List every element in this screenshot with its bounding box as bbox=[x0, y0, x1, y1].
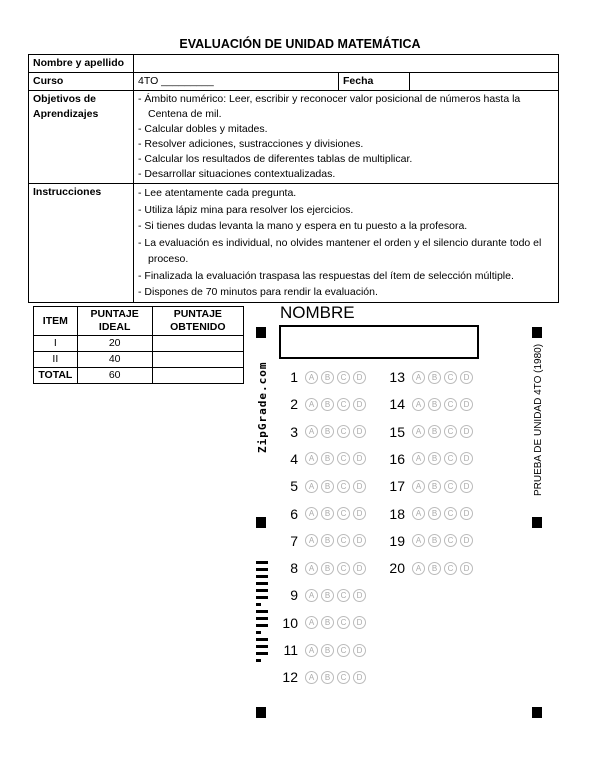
score-cell-item: I bbox=[34, 336, 78, 352]
answer-bubble[interactable]: C bbox=[337, 452, 350, 465]
question-number: 16 bbox=[389, 450, 405, 467]
question-number: 4 bbox=[290, 450, 298, 467]
question-row bbox=[387, 478, 473, 494]
zipgrade-brand: ZipGrade.com bbox=[256, 361, 269, 453]
question-row bbox=[387, 451, 473, 467]
score-table bbox=[33, 306, 244, 384]
answer-bubble[interactable]: D bbox=[460, 480, 473, 493]
sheet-name-box[interactable] bbox=[279, 325, 479, 359]
question-row bbox=[387, 560, 473, 576]
answer-bubble[interactable]: B bbox=[428, 425, 441, 438]
answer-bubble[interactable]: C bbox=[444, 371, 457, 384]
answer-bubble[interactable]: C bbox=[337, 398, 350, 411]
question-number: 3 bbox=[290, 423, 298, 440]
answer-bubble[interactable]: C bbox=[337, 616, 350, 629]
answer-bubble[interactable]: B bbox=[321, 589, 334, 602]
answer-bubble[interactable]: C bbox=[444, 425, 457, 438]
answer-bubble[interactable]: B bbox=[321, 398, 334, 411]
score-header: PUNTAJE OBTENIDO bbox=[152, 307, 243, 336]
info-table bbox=[28, 54, 559, 303]
answer-bubble[interactable]: A bbox=[305, 534, 318, 547]
answer-bubble[interactable]: B bbox=[321, 534, 334, 547]
answer-bubble[interactable]: C bbox=[337, 425, 350, 438]
score-cell-ideal: 20 bbox=[77, 336, 152, 352]
score-header: ITEM bbox=[34, 307, 78, 336]
answer-bubble[interactable]: A bbox=[305, 671, 318, 684]
answer-bubble[interactable]: A bbox=[305, 616, 318, 629]
table-row bbox=[34, 336, 244, 352]
instrucciones-list bbox=[134, 184, 559, 303]
answer-bubble[interactable]: D bbox=[353, 562, 366, 575]
score-cell-obtenido[interactable] bbox=[152, 352, 243, 368]
answer-bubble[interactable]: B bbox=[428, 398, 441, 411]
list-item: - Ámbito numérico: Leer, escribir y reconocer valor posicional de números hasta la Centena de mil. bbox=[138, 92, 554, 122]
answer-bubble[interactable]: A bbox=[305, 371, 318, 384]
score-cell-obtenido[interactable] bbox=[152, 336, 243, 352]
question-row bbox=[387, 506, 473, 522]
answer-bubble[interactable]: A bbox=[412, 371, 425, 384]
question-number: 8 bbox=[290, 560, 298, 577]
answer-bubble[interactable]: B bbox=[321, 616, 334, 629]
answer-bubble[interactable]: C bbox=[444, 398, 457, 411]
answer-bubble[interactable]: B bbox=[428, 534, 441, 547]
test-name: PRUEBA DE UNIDAD 4TO (1980) bbox=[533, 343, 544, 497]
answer-bubble[interactable]: C bbox=[337, 589, 350, 602]
answer-bubble[interactable]: D bbox=[353, 398, 366, 411]
nombre-field[interactable] bbox=[134, 55, 559, 73]
registration-mark bbox=[256, 517, 266, 528]
answer-bubble[interactable]: A bbox=[412, 452, 425, 465]
question-number: 14 bbox=[389, 396, 405, 413]
answer-bubble[interactable]: A bbox=[305, 425, 318, 438]
answer-bubble[interactable]: D bbox=[353, 534, 366, 547]
score-cell-item: II bbox=[34, 352, 78, 368]
answer-bubble[interactable]: A bbox=[412, 398, 425, 411]
answer-bubble[interactable]: D bbox=[460, 425, 473, 438]
answer-bubble[interactable]: C bbox=[444, 562, 457, 575]
score-cell-ideal: 40 bbox=[77, 352, 152, 368]
answer-bubble[interactable]: D bbox=[460, 562, 473, 575]
list-item: - Resolver adiciones, sustracciones y divisiones. bbox=[138, 137, 554, 152]
question-number: 5 bbox=[290, 478, 298, 495]
answer-bubble[interactable]: D bbox=[460, 452, 473, 465]
answer-bubble[interactable]: A bbox=[305, 562, 318, 575]
answer-bubble[interactable]: A bbox=[412, 562, 425, 575]
score-cell-item: TOTAL bbox=[34, 368, 78, 384]
question-number: 6 bbox=[290, 505, 298, 522]
question-number: 19 bbox=[389, 532, 405, 549]
answer-bubble[interactable]: D bbox=[353, 371, 366, 384]
timing-bars bbox=[256, 561, 268, 666]
answer-bubble[interactable]: B bbox=[321, 425, 334, 438]
answer-bubble[interactable]: D bbox=[353, 507, 366, 520]
score-cell-obtenido[interactable] bbox=[152, 368, 243, 384]
question-row bbox=[387, 369, 473, 385]
list-item: - Utiliza lápiz mina para resolver los ejercicios. bbox=[138, 202, 554, 219]
answer-bubble[interactable]: A bbox=[412, 425, 425, 438]
answer-bubble[interactable]: B bbox=[428, 371, 441, 384]
answer-bubble[interactable]: C bbox=[337, 671, 350, 684]
answer-bubble[interactable]: B bbox=[321, 480, 334, 493]
question-number: 13 bbox=[389, 369, 405, 385]
answer-bubble[interactable]: D bbox=[460, 398, 473, 411]
fecha-label: Fecha bbox=[339, 73, 410, 91]
registration-mark bbox=[532, 707, 542, 718]
question-number: 17 bbox=[389, 478, 405, 495]
question-row bbox=[387, 396, 473, 412]
question-row bbox=[280, 396, 366, 412]
list-item: - Lee atentamente cada pregunta. bbox=[138, 185, 554, 202]
question-row bbox=[280, 669, 366, 685]
question-number: 15 bbox=[389, 423, 405, 440]
answer-bubble[interactable]: A bbox=[305, 480, 318, 493]
question-number: 9 bbox=[290, 587, 298, 604]
score-cell-ideal: 60 bbox=[77, 368, 152, 384]
question-row bbox=[280, 615, 366, 631]
answer-bubble[interactable]: A bbox=[305, 507, 318, 520]
answer-bubble[interactable]: A bbox=[412, 534, 425, 547]
answer-bubble[interactable]: B bbox=[321, 371, 334, 384]
answer-bubble[interactable]: D bbox=[460, 534, 473, 547]
answer-bubble[interactable]: D bbox=[353, 644, 366, 657]
question-row bbox=[280, 587, 366, 603]
instrucciones-label: Instrucciones bbox=[29, 184, 134, 303]
question-row bbox=[387, 533, 473, 549]
question-row bbox=[280, 424, 366, 440]
fecha-field[interactable] bbox=[410, 73, 559, 91]
answer-bubble[interactable]: C bbox=[444, 480, 457, 493]
answer-bubble[interactable]: C bbox=[444, 534, 457, 547]
curso-label: Curso bbox=[29, 73, 134, 91]
list-item: - Desarrollar situaciones contextualizadas. bbox=[138, 167, 554, 182]
list-item: - Calcular los resultados de diferentes tablas de multiplicar. bbox=[138, 152, 554, 167]
answer-bubble[interactable]: A bbox=[305, 644, 318, 657]
answer-bubble[interactable]: D bbox=[460, 507, 473, 520]
answer-bubble[interactable]: C bbox=[337, 480, 350, 493]
registration-mark bbox=[256, 707, 266, 718]
list-item: - Dispones de 70 minutos para rendir la evaluación. bbox=[138, 284, 554, 301]
question-row bbox=[280, 451, 366, 467]
question-number: 18 bbox=[389, 505, 405, 522]
question-number: 12 bbox=[282, 669, 298, 686]
score-header: PUNTAJE IDEAL bbox=[77, 307, 152, 336]
answer-bubble[interactable]: C bbox=[337, 371, 350, 384]
curso-value[interactable]: 4TO _________ bbox=[134, 73, 339, 91]
sheet-nombre-label: NOMBRE bbox=[280, 303, 355, 322]
answer-bubble[interactable]: C bbox=[337, 562, 350, 575]
answer-bubble[interactable]: B bbox=[321, 507, 334, 520]
answer-bubble[interactable]: C bbox=[337, 644, 350, 657]
answer-bubble[interactable]: D bbox=[353, 589, 366, 602]
answer-bubble[interactable]: B bbox=[321, 452, 334, 465]
answer-bubble[interactable]: B bbox=[428, 562, 441, 575]
table-row bbox=[34, 368, 244, 384]
answer-bubble[interactable]: A bbox=[412, 480, 425, 493]
question-row bbox=[280, 478, 366, 494]
question-row bbox=[387, 424, 473, 440]
answer-bubble[interactable]: D bbox=[460, 371, 473, 384]
answer-bubble[interactable]: C bbox=[337, 534, 350, 547]
answer-bubble[interactable]: B bbox=[428, 452, 441, 465]
objetivos-list bbox=[134, 91, 559, 184]
answer-bubble[interactable]: A bbox=[412, 507, 425, 520]
question-row bbox=[280, 560, 366, 576]
registration-mark bbox=[256, 327, 266, 338]
nombre-label: Nombre y apellido bbox=[29, 55, 134, 73]
page-title: EVALUACIÓN DE UNIDAD MATEMÁTICA bbox=[179, 37, 421, 51]
list-item: - La evaluación es individual, no olvides mantener el orden y el silencio durante todo el proceso. bbox=[138, 235, 554, 268]
question-row bbox=[280, 506, 366, 522]
objetivos-label: Objetivos de Aprendizajes bbox=[29, 91, 134, 184]
answer-bubble[interactable]: D bbox=[353, 480, 366, 493]
question-number: 10 bbox=[282, 614, 298, 631]
answer-bubble[interactable]: B bbox=[428, 507, 441, 520]
answer-bubble[interactable]: B bbox=[321, 644, 334, 657]
answer-bubble[interactable]: B bbox=[321, 671, 334, 684]
question-row bbox=[280, 533, 366, 549]
table-row bbox=[34, 352, 244, 368]
question-number: 7 bbox=[290, 532, 298, 549]
answer-bubble[interactable]: B bbox=[428, 480, 441, 493]
list-item: - Calcular dobles y mitades. bbox=[138, 122, 554, 137]
answer-bubble[interactable]: D bbox=[353, 616, 366, 629]
answer-bubble[interactable]: D bbox=[353, 425, 366, 438]
question-number: 1 bbox=[290, 369, 298, 385]
answer-bubble[interactable]: C bbox=[444, 452, 457, 465]
answer-bubble[interactable]: A bbox=[305, 398, 318, 411]
answer-bubble[interactable]: C bbox=[337, 507, 350, 520]
question-number: 2 bbox=[290, 396, 298, 413]
answer-bubble[interactable]: A bbox=[305, 452, 318, 465]
answer-bubble[interactable]: A bbox=[305, 589, 318, 602]
answer-bubble[interactable]: D bbox=[353, 671, 366, 684]
answer-bubble[interactable]: D bbox=[353, 452, 366, 465]
answer-bubble[interactable]: C bbox=[444, 507, 457, 520]
question-row bbox=[280, 369, 366, 385]
question-number: 20 bbox=[389, 560, 405, 577]
question-row bbox=[280, 642, 366, 658]
list-item: - Si tienes dudas levanta la mano y espera en tu puesto a la profesora. bbox=[138, 218, 554, 235]
list-item: - Finalizada la evaluación traspasa las respuestas del ítem de selección múltiple. bbox=[138, 268, 554, 285]
question-number: 11 bbox=[283, 642, 298, 658]
answer-bubble[interactable]: B bbox=[321, 562, 334, 575]
